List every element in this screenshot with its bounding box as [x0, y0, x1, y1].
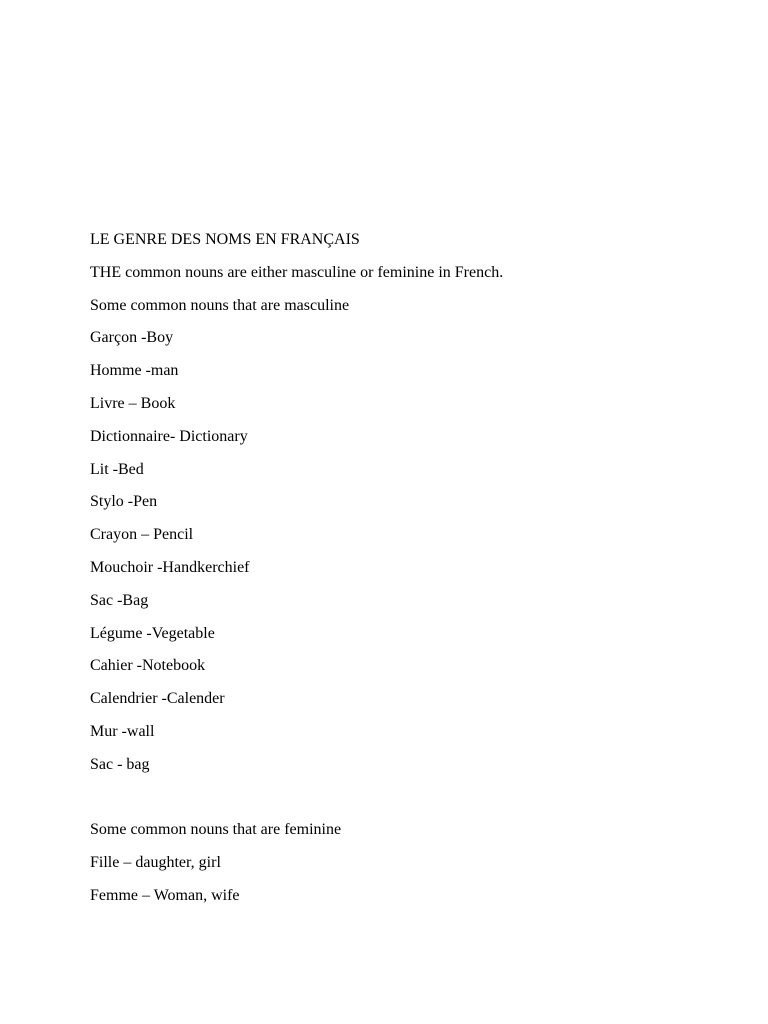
masculine-item: Garçon -Boy	[90, 329, 174, 347]
masculine-item: Mouchoir -Handkerchief	[90, 558, 250, 576]
masculine-item: Cahier -Notebook	[90, 657, 206, 675]
masculine-item: Stylo -Pen	[90, 493, 158, 511]
masculine-item: Crayon – Pencil	[90, 526, 194, 544]
document-title: LE GENRE DES NOMS EN FRANÇAIS	[90, 231, 360, 248]
feminine-item: Fille – daughter, girl	[90, 854, 221, 872]
masculine-item: Livre – Book	[90, 394, 176, 412]
masculine-item: Légume -Vegetable	[90, 624, 215, 642]
masculine-item: Mur -wall	[90, 722, 155, 740]
masculine-heading: Some common nouns that are masculine	[90, 296, 350, 314]
masculine-item: Calendrier -Calender	[90, 690, 225, 708]
paragraph-spacer	[90, 782, 730, 815]
intro-paragraph: THE common nouns are either masculine or feminine in French.	[90, 263, 504, 281]
masculine-item: Lit -Bed	[90, 460, 144, 478]
masculine-item: Sac -Bag	[90, 591, 149, 609]
feminine-item: Femme – Woman, wife	[90, 886, 240, 904]
masculine-item: Homme -man	[90, 362, 179, 380]
document-body	[90, 224, 730, 913]
masculine-item: Dictionnaire- Dictionary	[90, 427, 248, 445]
feminine-heading: Some common nouns that are feminine	[90, 821, 342, 839]
masculine-item: Sac - bag	[90, 755, 150, 773]
